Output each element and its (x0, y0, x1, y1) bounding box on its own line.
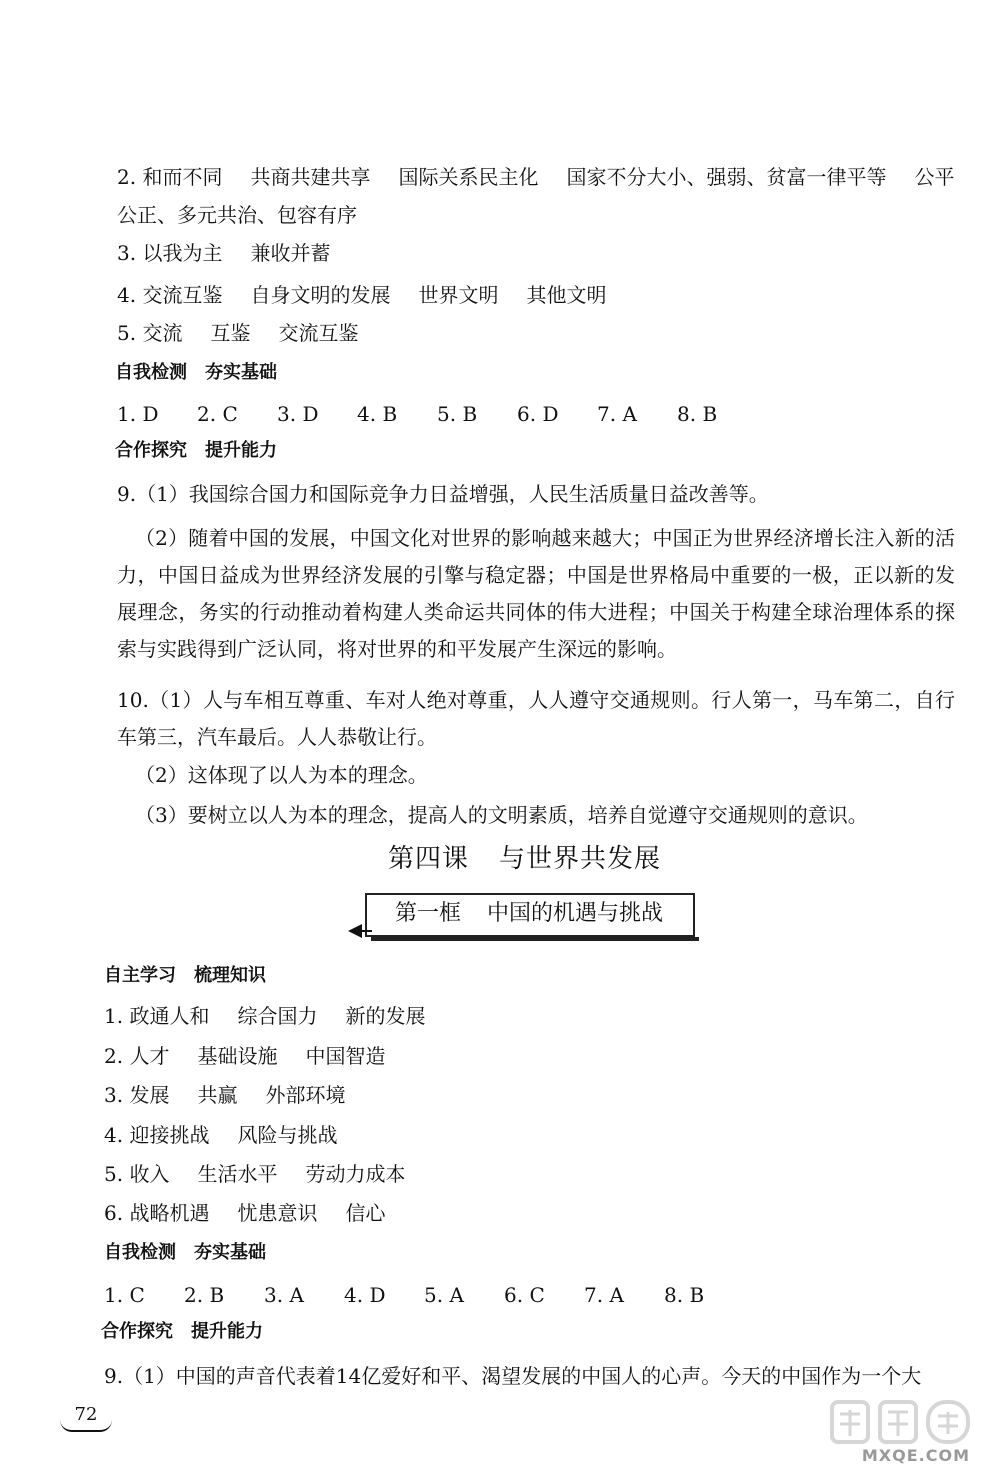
question-10-part-1: 10.（1）人与车相互尊重、车对人绝对尊重，人人遵守交通规则。行人第一，马车第二，自行车第三，汽车最后。人人恭敬让行。 (117, 688, 955, 749)
study-item-3: 3. 发展 共赢 外部环境 (104, 1083, 346, 1107)
item-5: 5. 交流 互鉴 交流互鉴 (117, 321, 359, 345)
question-10-part-2: （2）这体现了以人为本的理念。 (135, 763, 428, 787)
section-heading-cooperate-2: 合作探究 提升能力 (101, 1321, 263, 1342)
item-4: 4. 交流互鉴 自身文明的发展 世界文明 其他文明 (117, 283, 607, 307)
section-heading-study: 自主学习 梳理知识 (104, 965, 266, 986)
question-9-part-1: 9.（1）我国综合国力和国际竞争力日益增强，人民生活质量日益改善等。 (117, 482, 769, 506)
item-3: 3. 以我为主 兼收并蓄 (117, 241, 331, 265)
section-heading-self-check: 自我检测 夯实基础 (115, 362, 277, 383)
section-heading-cooperate: 合作探究 提升能力 (115, 440, 277, 461)
page-number: 72 (60, 1402, 112, 1430)
lesson-title: 第四课 与世界共发展 (388, 844, 662, 874)
study-item-1: 1. 政通人和 综合国力 新的发展 (104, 1004, 426, 1028)
section-heading-self-check-2: 自我检测 夯实基础 (104, 1242, 266, 1263)
study-item-2: 2. 人才 基础设施 中国智造 (104, 1044, 386, 1068)
svg-text:答案圈: 答案圈 (828, 1398, 831, 1399)
item-2-line-2: 公正、多元共治、包容有序 (117, 203, 357, 227)
question-9-part-1-b: 9.（1）中国的声音代表着14亿爱好和平、渴望发展的中国人的心声。今天的中国作为一个大 (104, 1364, 922, 1388)
study-item-4: 4. 迎接挑战 风险与挑战 (104, 1123, 338, 1147)
watermark-url: MXQE.COM (861, 1446, 970, 1465)
question-10-part-3: （3）要树立以人为本的理念，提高人的文明素质，培养自觉遵守交通规则的意识。 (135, 803, 868, 827)
answer-row: 1. D 2. C 3. D 4. B 5. B 6. D 7. A 8. B (117, 402, 718, 426)
answer-row-2: 1. C 2. B 3. A 4. D 5. A 6. C 7. A 8. B (104, 1283, 705, 1307)
study-item-5: 5. 收入 生活水平 劳动力成本 (104, 1162, 406, 1186)
frame-title: 第一框 中国的机遇与挑战 (395, 901, 664, 926)
study-item-6: 6. 战略机遇 忧患意识 信心 (104, 1201, 386, 1225)
question-9-part-2: （2）随着中国的发展，中国文化对世界的影响越来越大；中国正为世界经济增长注入新的活力，中国日益成为世界经济发展的引擎与稳定器；中国是世界格局中重要的一极，正以新的发展理念，务实的行动推动着构建人类命运共同体的伟大进程；中国关于构建全球治理体系的探索与实践得到广泛认同，将对世界的和平发展产生深远的影响。 (117, 526, 955, 661)
item-2-line-1: 2. 和而不同 共商共建共享 国际关系民主化 国家不分大小、强弱、贫富一律平等 公平 (117, 165, 955, 189)
arrow-stem (360, 930, 372, 932)
